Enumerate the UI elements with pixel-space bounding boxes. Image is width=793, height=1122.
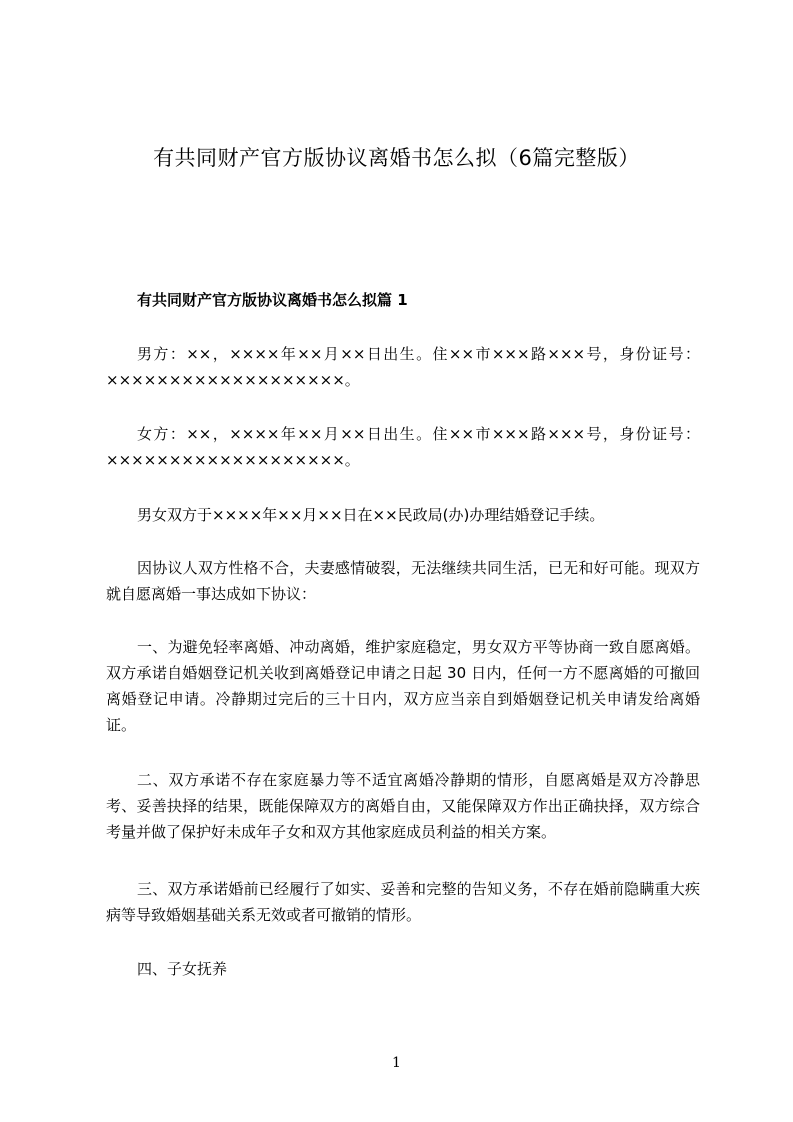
paragraph-clause-2: 二、双方承诺不存在家庭暴力等不适宜离婚冷静期的情形，自愿离婚是双方冷静思考、妥善抉择的结果，既能保障双方的离婚自由，又能保障双方作出正确抉择，双方综合考量并做了保护好未成年子女和双方其他家庭成员利益的相关方案。 [106, 771, 700, 841]
paragraph-reason: 因协议人双方性格不合，夫妻感情破裂，无法继续共同生活，已无和好可能。现双方就自愿离婚一事达成如下协议： [106, 559, 700, 603]
paragraph-husband-info: 男方：××，××××年××月××日出生。住××市×××路×××号，身份证号：×××××××××××××××××××。 [106, 345, 700, 389]
paragraph-marriage-registration: 男女双方于××××年××月××日在××民政局(办)办理结婚登记手续。 [137, 506, 605, 524]
page-number: 1 [392, 1055, 401, 1071]
paragraph-wife-info: 女方：××，××××年××月××日出生。住××市×××路×××号，身份证号：×××××××××××××××××××。 [106, 425, 700, 469]
paragraph-clause-1: 一、为避免轻率离婚、冲动离婚，维护家庭稳定，男女双方平等协商一致自愿离婚。双方承诺自婚姻登记机关收到离婚登记申请之日起 30 日内，任何一方不愿离婚的可撤回离婚登记申请。冷静期过完后的三十日内，双方应当亲自到婚姻登记机关申请发给离婚证。 [106, 638, 700, 734]
paragraph-clause-4: 四、子女抚养 [137, 960, 228, 978]
paragraph-clause-3: 三、双方承诺婚前已经履行了如实、妥善和完整的告知义务，不存在婚前隐瞒重大疾病等导致婚姻基础关系无效或者可撤销的情形。 [106, 880, 700, 924]
section-heading: 有共同财产官方版协议离婚书怎么拟篇 1 [137, 291, 408, 309]
page-title: 有共同财产官方版协议离婚书怎么拟（6篇完整版） [153, 146, 640, 170]
